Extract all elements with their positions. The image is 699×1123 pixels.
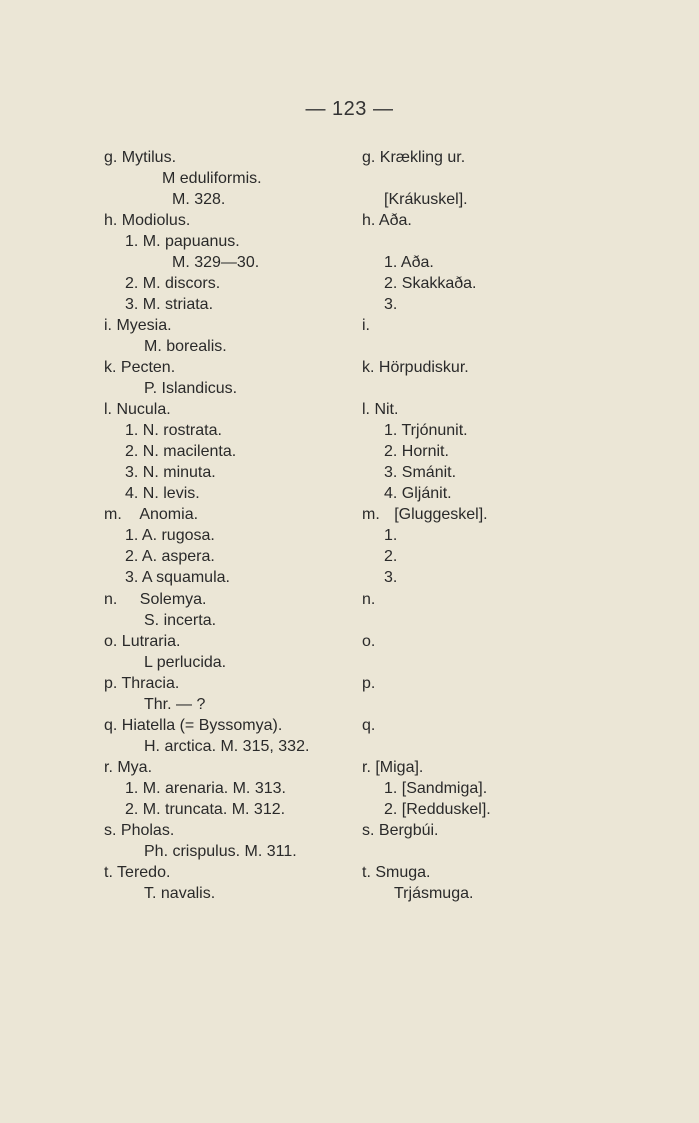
right-line: 2. [Redduskel]. [384,801,491,818]
left-line: M eduliformis. [162,170,262,187]
left-line: T. navalis. [144,885,216,902]
right-line: g. Krækling ur. [362,149,466,166]
left-line: p. Thracia. [104,675,180,692]
left-line: M. borealis. [144,338,227,355]
right-line: r. [Miga]. [362,759,424,776]
left-line: o. Lutraria. [104,633,181,650]
left-line: M. 329—30. [172,254,260,271]
left-line: s. Pholas. [104,822,175,839]
left-line: M. 328. [172,191,226,208]
left-line: Thr. — ? [144,696,206,713]
left-line: 2. A. aspera. [125,548,215,565]
right-line: 1. [384,527,398,544]
left-line: g. Mytilus. [104,149,177,166]
right-line: 3. [384,569,398,586]
left-line: q. Hiatella (= Byssomya). [104,717,283,734]
right-line: 1. [Sandmiga]. [384,780,488,797]
right-line: h. Aða. [362,212,412,229]
left-line: 4. N. levis. [125,485,200,502]
right-line: 2. Hornit. [384,443,449,460]
left-line: 3. N. minuta. [125,464,216,481]
right-line: t. Smuga. [362,864,431,881]
left-line: k. Pecten. [104,359,176,376]
left-line: 3. A squamula. [125,569,230,586]
right-line: 1. Aða. [384,254,434,271]
left-line: m. Anomia. [104,506,199,523]
right-line: n. [362,591,376,608]
left-line: n. Solemya. [104,591,207,608]
right-line: k. Hörpudiskur. [362,359,469,376]
right-line: 2. [384,548,398,565]
left-line: P. Islandicus. [144,380,238,397]
right-line: i. [362,317,370,334]
right-line: 3. [384,296,398,313]
right-line: 4. Gljánit. [384,485,452,502]
left-line: t. Teredo. [104,864,171,881]
left-line: i. Myesia. [104,317,172,334]
right-line: 1. Trjónunit. [384,422,468,439]
right-line: [Krákuskel]. [384,191,468,208]
right-line: p. [362,675,376,692]
left-line: H. arctica. M. 315, 332. [144,738,310,755]
left-line: 2. M. truncata. M. 312. [125,801,286,818]
right-line: Trjásmuga. [394,885,474,902]
right-line: 3. Smánit. [384,464,457,481]
right-line: o. [362,633,376,650]
right-line: q. [362,717,376,734]
left-line: L perlucida. [144,654,227,671]
right-line: l. Nit. [362,401,399,418]
left-line: S. incerta. [144,612,217,629]
left-line: 2. N. macilenta. [125,443,237,460]
left-line: Ph. crispulus. M. 311. [144,843,297,860]
left-line: r. Mya. [104,759,153,776]
left-line: l. Nucula. [104,401,171,418]
left-line: 1. A. rugosa. [125,527,215,544]
right-line: s. Bergbúi. [362,822,439,839]
right-line: 2. Skakkaða. [384,275,477,292]
left-line: 1. N. rostrata. [125,422,222,439]
right-line: m. [Gluggeskel]. [362,506,488,523]
left-line: 1. M. papuanus. [125,233,240,250]
left-line: h. Modiolus. [104,212,191,229]
left-line: 2. M. discors. [125,275,221,292]
page-number: — 123 — [305,98,394,120]
left-line: 1. M. arenaria. M. 313. [125,780,286,797]
left-line: 3. M. striata. [125,296,214,313]
